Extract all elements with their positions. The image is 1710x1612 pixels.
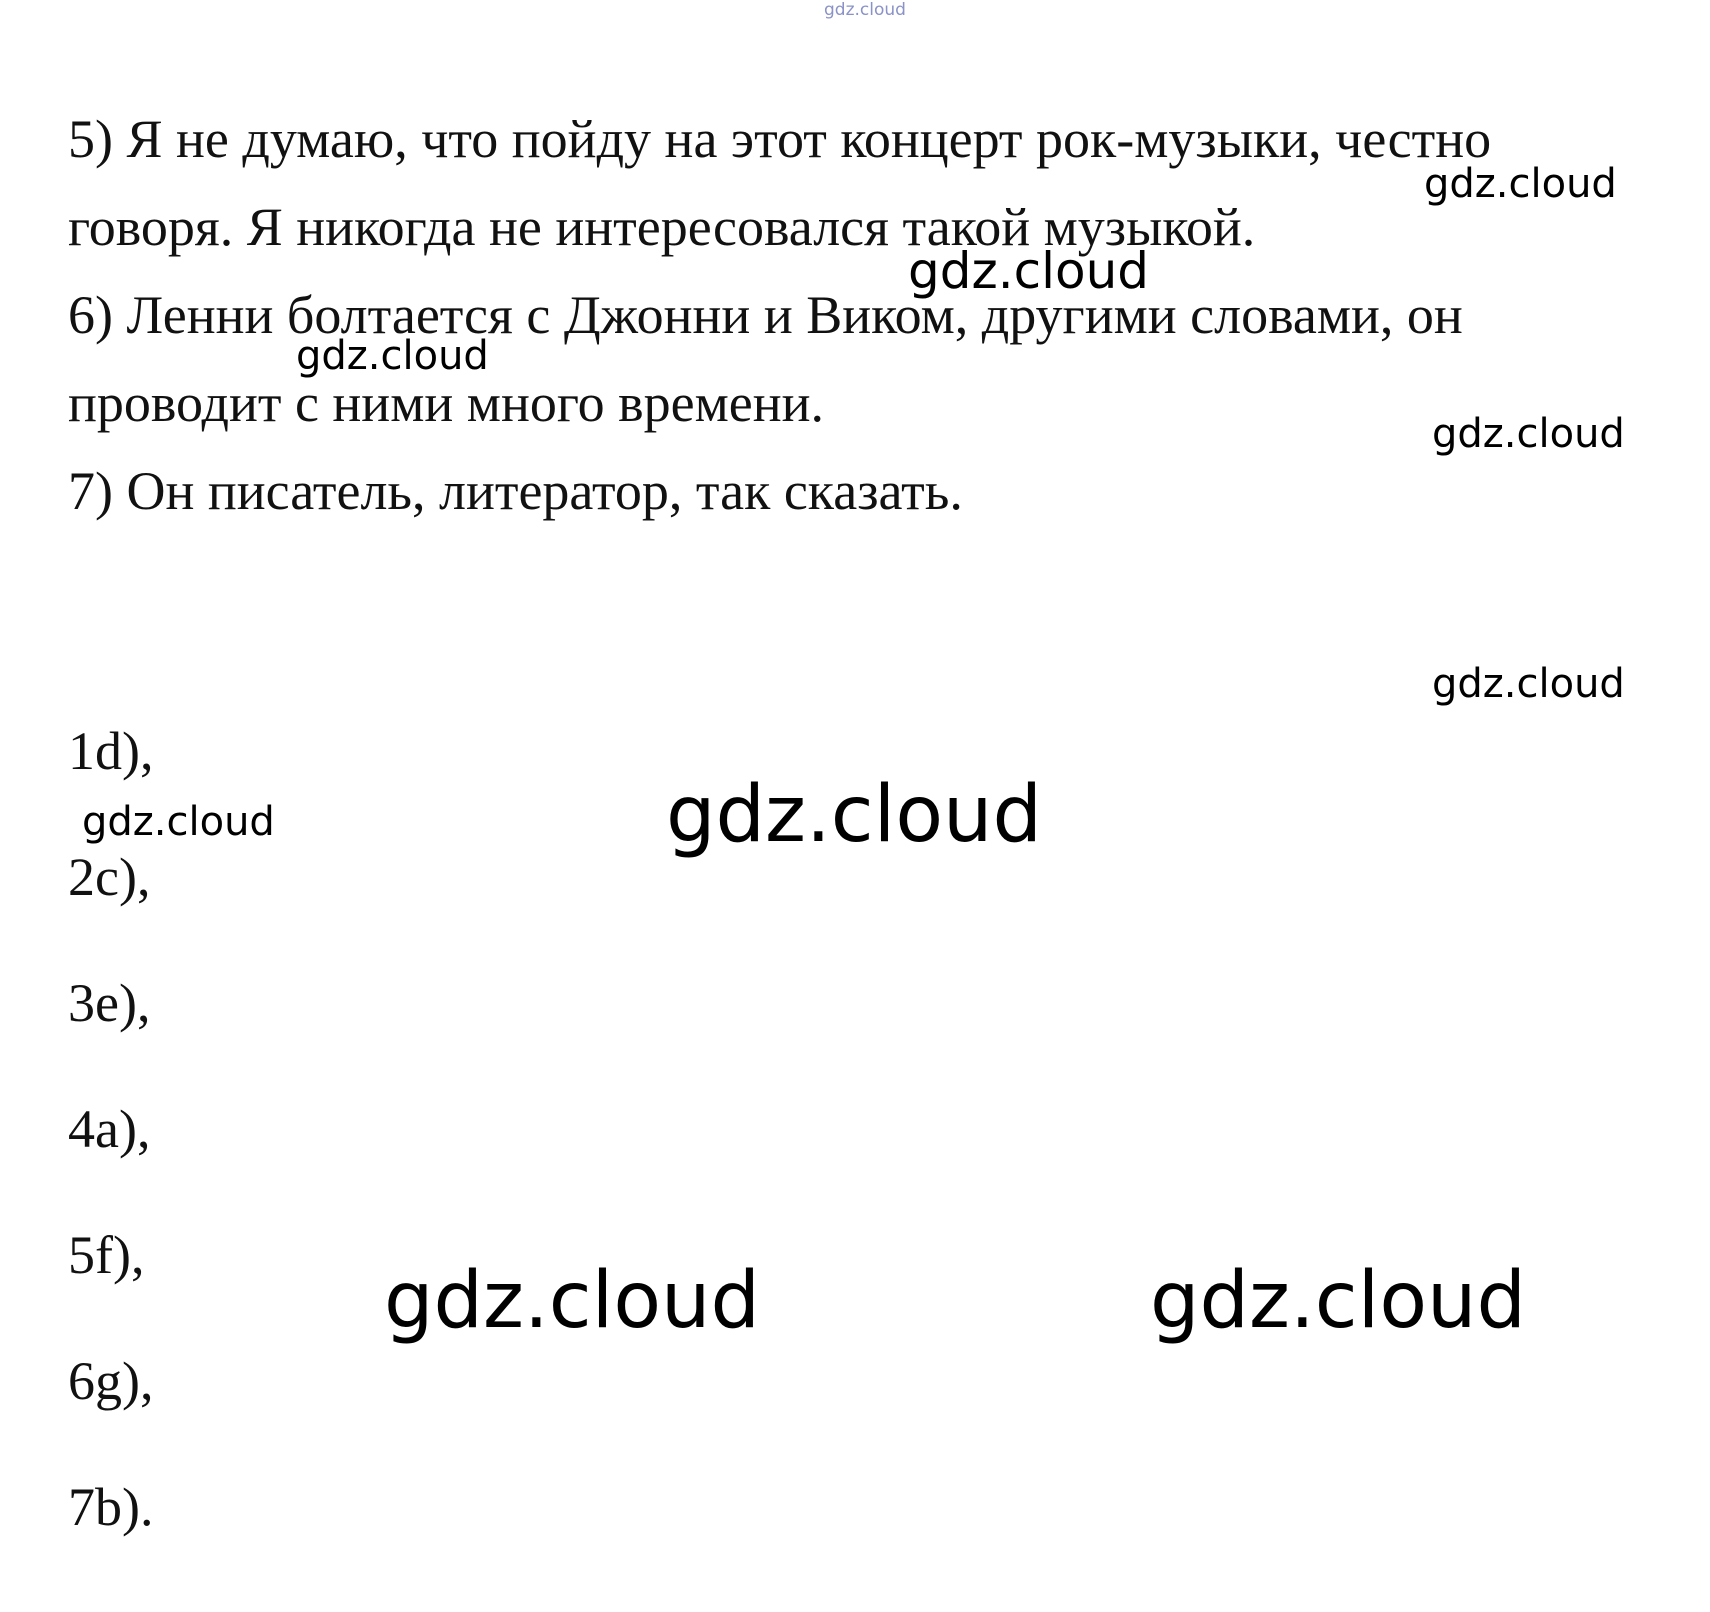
watermark-left-lower: gdz.cloud: [82, 799, 275, 845]
sentence-5-line-2: говоря. Я никогда не интересовался такой музыкой.: [68, 197, 1256, 257]
answer-1: 1d),: [68, 721, 154, 781]
sentence-7-line-1: 7) Он писатель, литератор, так сказать.: [68, 461, 963, 521]
answer-3: 3e),: [68, 973, 151, 1033]
watermark-upper-right: gdz.cloud: [1424, 161, 1617, 207]
answer-5: 5f),: [68, 1225, 145, 1285]
sentence-6-line-2: проводит с ними много времени.: [68, 373, 825, 433]
answer-4: 4a),: [68, 1099, 151, 1159]
watermark-bottom-right-large: gdz.cloud: [1150, 1256, 1526, 1346]
watermark-right-middle: gdz.cloud: [1432, 411, 1625, 457]
watermark-right-lower: gdz.cloud: [1432, 661, 1625, 707]
sentence-6-line-1: 6) Ленни болтается с Джонни и Виком, другими словами, он: [68, 285, 1463, 345]
sentence-5-line-1: 5) Я не думаю, что пойду на этот концерт рок-музыки, честно: [68, 109, 1492, 169]
answer-6: 6g),: [68, 1351, 154, 1411]
watermark-left-upper: gdz.cloud: [296, 333, 489, 379]
watermark-bottom-left-large: gdz.cloud: [384, 1256, 760, 1346]
watermark-center-upper: gdz.cloud: [908, 242, 1150, 300]
watermark-center-large: gdz.cloud: [666, 770, 1042, 860]
answer-2: 2c),: [68, 847, 151, 907]
watermark-top: gdz.cloud: [824, 0, 906, 20]
answer-7: 7b).: [68, 1477, 154, 1537]
